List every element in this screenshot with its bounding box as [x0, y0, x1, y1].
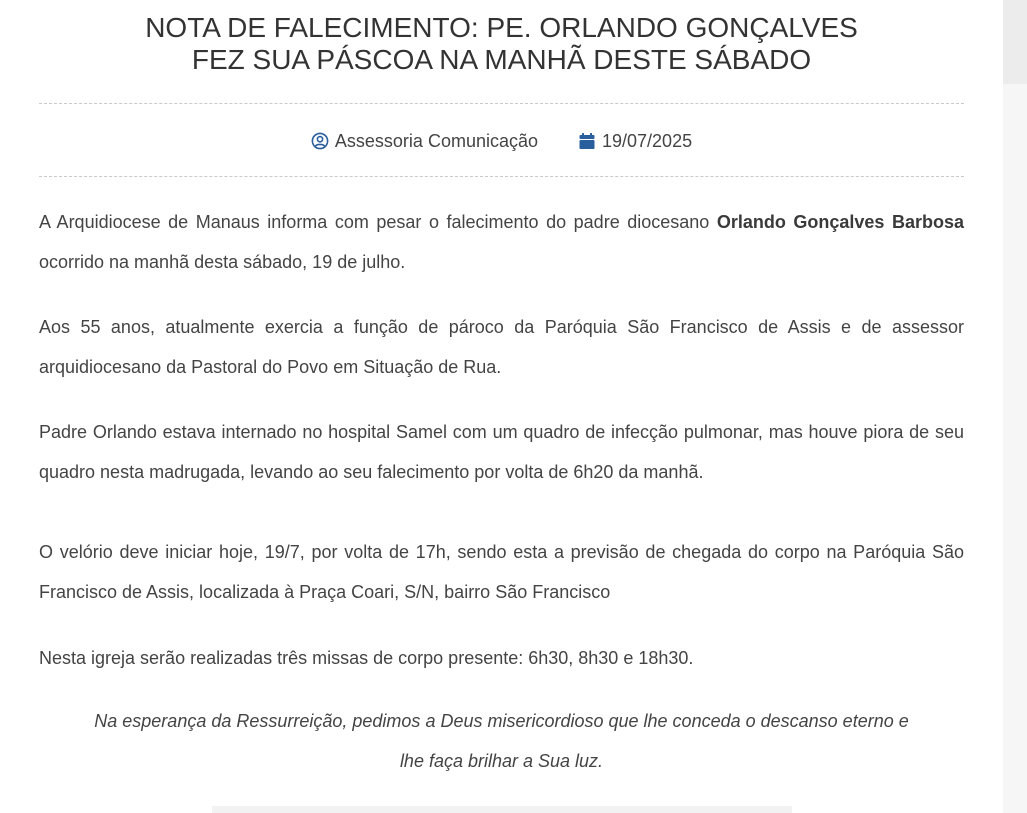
paragraph-1-start: A Arquidiocese de Manaus informa com pesar o falecimento do padre diocesano [39, 212, 717, 232]
image-placeholder-top [212, 806, 792, 813]
publish-date: 19/07/2025 [602, 130, 693, 151]
date-link[interactable] [578, 131, 692, 152]
author-link[interactable] [311, 131, 538, 152]
article-title [40, 12, 963, 76]
closing-prayer-line-2: lhe faça brilhar a Sua luz. [399, 751, 604, 771]
paragraph-5: Nesta igreja serão realizadas três missas de corpo presente: 6h30, 8h30 e 18h30. [39, 648, 694, 668]
author-name: Assessoria Comunicação [334, 130, 538, 151]
paragraph-1 [39, 202, 964, 282]
sidebar-gutter-top [1003, 0, 1027, 84]
meta-divider [39, 176, 964, 177]
paragraph-3: Padre Orlando estava internado no hospital Samel com um quadro de infecção pulmonar, mas houve piora de seu quadro nesta madrugada, levando ao seu falecimento por volta de 6h20 da manhã. [39, 422, 964, 482]
article-title-line-2: FEZ SUA PÁSCOA NA MANHÃ DESTE SÁBADO [191, 44, 812, 75]
deceased-name: Orlando Gonçalves Barbosa [716, 212, 964, 232]
title-divider [39, 103, 964, 104]
closing-prayer-line-1: Na esperança da Ressurreição, pedimos a Deus misericordioso que lhe conceda o descanso eterno e [94, 711, 909, 731]
closing-prayer [39, 701, 964, 781]
calendar-icon [578, 132, 596, 150]
paragraph-4: O velório deve iniciar hoje, 19/7, por volta de 17h, sendo esta a previsão de chegada do corpo na Paróquia São Francisco de Assis, localizada à Praça Coari, S/N, bairro São Francisco [39, 542, 964, 602]
article-title-line-1: NOTA DE FALECIMENTO: PE. ORLANDO GONÇALVES [145, 12, 858, 43]
article-meta [39, 127, 964, 155]
paragraph-2: Aos 55 anos, atualmente exercia a função de pároco da Paróquia São Francisco de Assis e de assessor arquidiocesano da Pastoral do Povo em Situação de Rua. [39, 317, 964, 377]
paragraph-1-end: ocorrido na manhã desta sábado, 19 de julho. [39, 252, 406, 272]
user-circle-icon [311, 132, 329, 150]
sidebar-gutter [1003, 0, 1027, 813]
